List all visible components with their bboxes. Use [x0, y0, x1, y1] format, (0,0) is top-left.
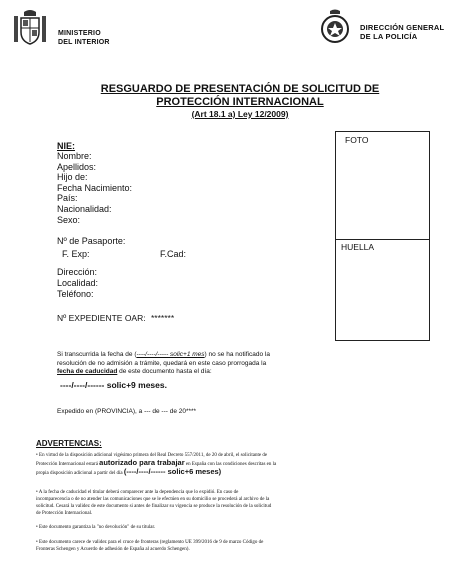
- nie-label: NIE:: [57, 141, 75, 151]
- photo-label: FOTO: [345, 135, 369, 145]
- expediente-label: Nº EXPEDIENTE OAR:: [57, 313, 146, 323]
- notice-line-3: fecha de caducidad de este documento hasta el día:: [57, 368, 212, 375]
- police-name: DIRECCIÓN GENERAL DE LA POLICÍA: [360, 23, 445, 41]
- fingerprint-box: [335, 239, 430, 341]
- warnings-title: ADVERTENCIAS:: [36, 439, 102, 448]
- birthdate-label: Fecha Nacimiento:: [57, 182, 133, 193]
- parent-label: Hijo de:: [57, 172, 88, 183]
- warning-non-refoulement: • Este documento garantiza la "no devolución" de su titular.: [36, 525, 156, 530]
- notice-line-1: Si transcurrida la fecha de (----/----/----- solic+1 mes) no se ha notificado la: [57, 351, 270, 358]
- ministry-coat-of-arms: [10, 8, 50, 48]
- notice-line-2: resolución de no admisión a trámite, quedará en este caso prorrogada la: [57, 359, 267, 367]
- warning-expiry-appearance: • A la fecha de caducidad el titular deberá comparecer ante la dependencia que lo expidió. En caso de incomparecencia o de no atender las comunicaciones que se le efectúen en su domicilio se procederá al archivo de la solicitud. Cesará la validez de este documento si antes de finalizar su vigencia se produce la resolución de la solicitud de Protección Internacional.: [36, 490, 272, 516]
- document-title-law: (Art 18.1 a) Ley 12/2009): [191, 109, 289, 119]
- document-title-line-2: PROTECCIÓN INTERNACIONAL: [156, 96, 324, 108]
- personal-fields: [57, 151, 132, 225]
- issue-date-label: F. Exp:: [62, 249, 90, 259]
- photo-box: [335, 131, 430, 240]
- name-label: Nombre:: [57, 151, 92, 161]
- document-title-line-1: RESGUARDO DE PRESENTACIÓN DE SOLICITUD DE: [100, 83, 380, 95]
- police-emblem: [318, 8, 352, 46]
- warning-work-authorization: • En virtud de la disposición adicional vigésimo primera del Real Decreto 557/2011, de 20 de abril, el solicitante de Protección Internacional estará autorizado para trabajar en España con las condiciones descritas en la propia disposición adicional a partir del día (----/----/------ solic+6 meses): [36, 453, 277, 476]
- passport-label: Nº de Pasaporte:: [57, 236, 126, 246]
- expiry-date-label: F.Cad:: [160, 249, 187, 259]
- warning-border-crossing: • Este documento carece de validez para el cruce de fronteras (reglamento UE 399/2016 de 9 de marzo Código de Fronteras Schengen y Acuerdo de adhesión de España al acuerdo Schengen).: [36, 540, 264, 552]
- expediente-row: [57, 313, 174, 323]
- issued-place-date: Expedido en (PROVINCIA), a --- de --- de 20****: [57, 408, 197, 415]
- notice-paragraph: [57, 351, 337, 377]
- extended-expiry-date: ----/----/------ solic+9 meses.: [60, 380, 167, 390]
- country-label: País:: [57, 193, 78, 204]
- fingerprint-label: HUELLA: [341, 242, 375, 252]
- sex-label: Sexo:: [57, 214, 81, 225]
- nationality-label: Nacionalidad:: [57, 203, 112, 214]
- locality-label: Localidad:: [57, 278, 99, 288]
- address-fields: [57, 267, 98, 300]
- surname-label: Apellidos:: [57, 161, 97, 172]
- address-label: Dirección:: [57, 267, 98, 277]
- expediente-value: *******: [150, 313, 175, 323]
- phone-label: Teléfono:: [57, 289, 94, 299]
- ministry-name: MINISTERIO DEL INTERIOR: [58, 30, 110, 46]
